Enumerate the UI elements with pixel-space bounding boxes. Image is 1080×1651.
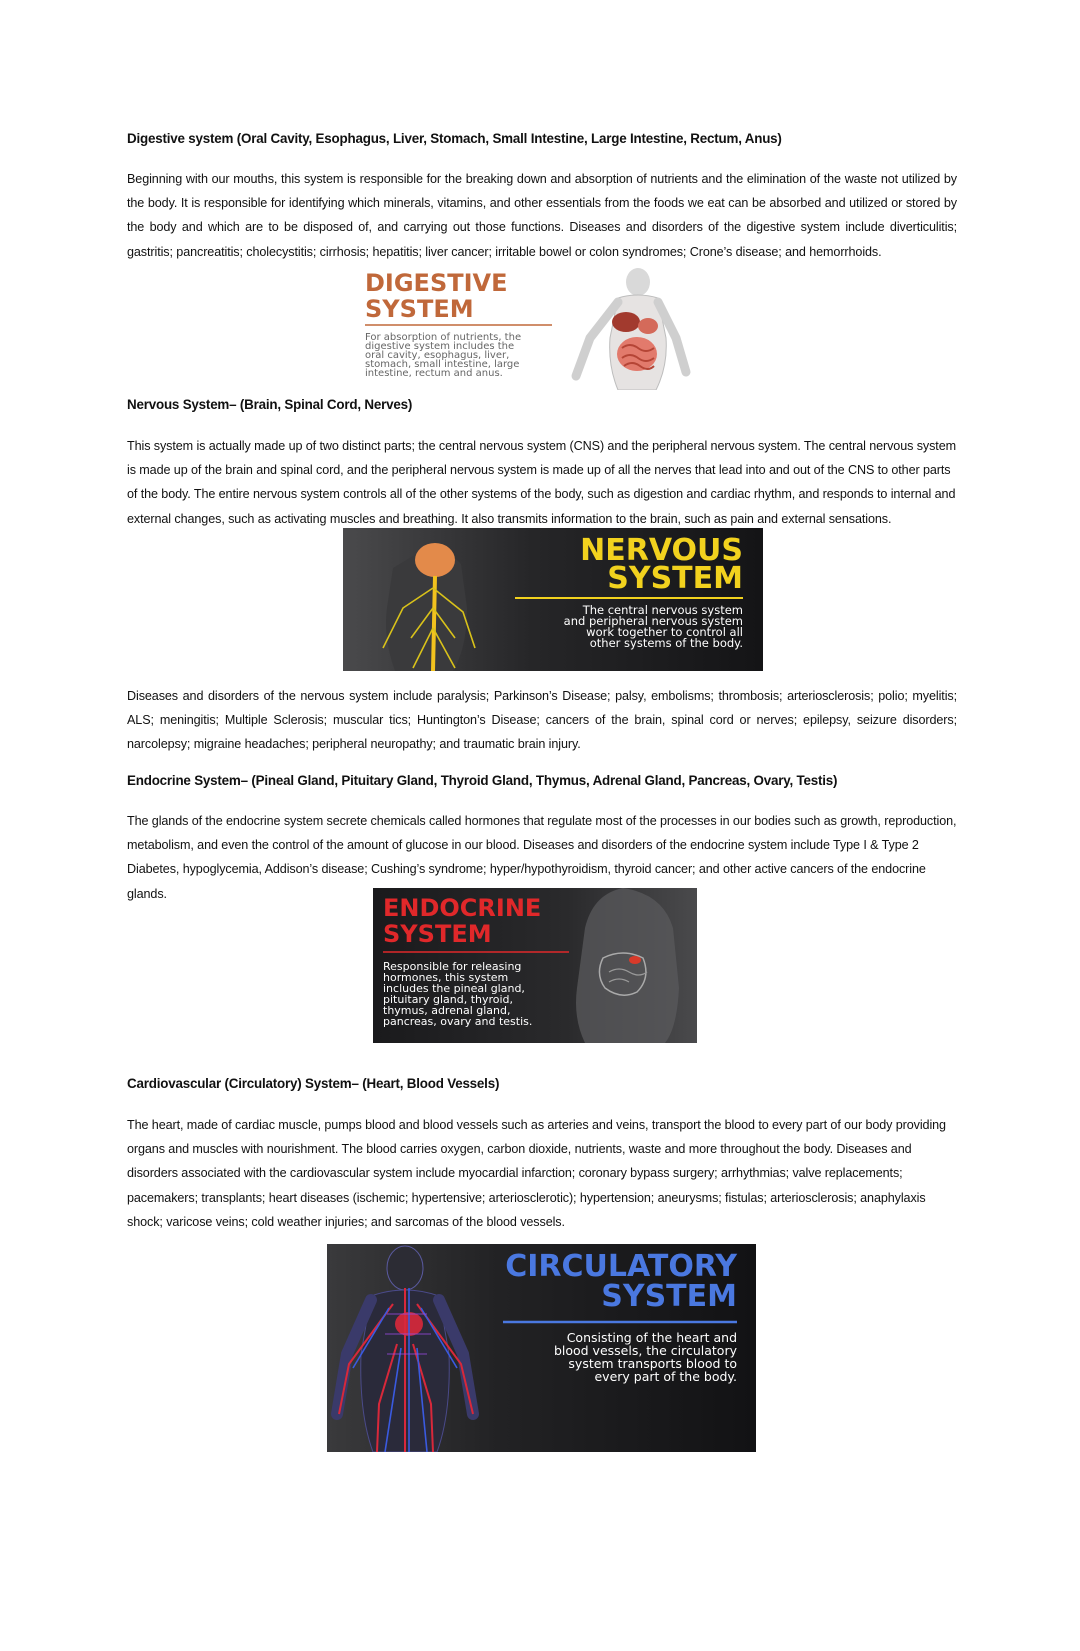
banner-title-line1: DIGESTIVE	[365, 269, 508, 297]
banner-caption-line: Responsible for releasing	[383, 960, 522, 973]
nervous-system-banner	[343, 528, 763, 671]
banner-caption-line: Consisting of the heart and	[566, 1330, 737, 1345]
banner-title-line1: NERVOUS	[580, 533, 743, 568]
section-paragraph-cardiovascular: The heart, made of cardiac muscle, pumps blood and blood vessels such as arteries and veins, transport the blood to every part of our body providing organs and muscles with nourishment. The blood carries oxygen, carbon dioxide, nutrients, waste and more throughout the body. Diseases and disorders associated with the cardiovascular system include myocardial infarction; coronary bypass surgery; arrhythmias; valve replacements; pacemakers; transplants; heart diseases (ischemic; hypertensive; arteriosclerotic); hypertension; aneurysms; fistulas; arteriosclerosis; anaphylaxis shock; varicose veins; cold weather injuries; and sarcomas of the blood vessels.	[127, 1118, 946, 1229]
banner-title-line2: SYSTEM	[607, 561, 743, 596]
section-paragraph-nervous: This system is actually made up of two distinct parts; the central nervous system (CNS) and the peripheral nervous system. The central nervous system is made up of the brain and spinal cord, and the peripheral nervous system is made up of all the nerves that lead into and out of the CNS to other parts of the body. The entire nervous system controls all of the other systems of the body, such as digestion and cardiac rhythm, and responds to internal and external changes, such as activating muscles and breathing. It also transmits information to the brain, such as pain and external sensations.	[127, 439, 956, 526]
banner-caption-line: digestive system includes the	[365, 341, 515, 352]
section-heading-endocrine: Endocrine System– (Pineal Gland, Pituitary Gland, Thyroid Gland, Thymus, Adrenal Gland, Pancreas, Ovary, Testis)	[127, 773, 838, 788]
banner-caption-line: The central nervous system	[582, 603, 743, 617]
banner-title-line2: SYSTEM	[365, 295, 474, 323]
digestive-system-banner	[356, 268, 712, 390]
banner-caption-line: oral cavity, esophagus, liver,	[365, 350, 510, 361]
banner-caption-line: hormones, this system	[383, 971, 509, 984]
banner-caption-line: pituitary gland, thyroid,	[383, 993, 514, 1006]
endocrine-system-banner	[373, 888, 697, 1043]
banner-caption-line: thymus, adrenal gland,	[383, 1004, 511, 1017]
banner-caption-line: pancreas, ovary and testis.	[383, 1015, 533, 1028]
banner-caption-line: blood vessels, the circulatory	[553, 1343, 737, 1358]
section-paragraph-nervous-diseases: Diseases and disorders of the nervous system include paralysis; Parkinson’s Disease; palsy, embolisms; thrombosis; arteriosclerosis; polio; myelitis; ALS; meningitis; Multiple Sclerosis; muscular tics; Huntington’s Disease; cancers of the brain, spinal cord or nerves; epilepsy, seizure disorders; narcolepsy; migraine headaches; peripheral neuropathy; and traumatic brain injury.	[127, 689, 957, 752]
section-paragraph-endocrine: The glands of the endocrine system secrete chemicals called hormones that regulate most of the processes in our bodies such as growth, reproduction, metabolism, and even the control of the amount of glucose in our blood. Diseases and disorders of the endocrine system include Type I & Type 2 Diabetes, hypoglycemia, Addison’s disease; Cushing’s syndrome; hyper/hypothyroidism, thyroid cancer; and other active cancers of the endocrine glands.	[127, 814, 957, 901]
endocrine-anatomy-figure	[576, 888, 679, 1043]
banner-title-line2: SYSTEM	[383, 920, 492, 948]
banner-title-line2: SYSTEM	[601, 1279, 737, 1314]
section-paragraph-digestive: Beginning with our mouths, this system is responsible for the breaking down and absorption of nutrients and the elimination of the waste not utilized by the body. It is responsible for identifying which minerals, vitamins, and other essentials from the foods we eat can be absorbed and utilized or stored by the body and which are to be disposed of, and carrying out those functions. Diseases and disorders of the digestive system include diverticulitis; gastritis; pancreatitis; cholecystitis; cirrhosis; hepatitis; liver cancer; irritable bowel or colon syndromes; Crone’s disease; and hemorrhoids.	[127, 172, 957, 259]
section-heading-cardiovascular: Cardiovascular (Circulatory) System– (Heart, Blood Vessels)	[127, 1076, 500, 1091]
banner-caption-line: other systems of the body.	[589, 636, 743, 650]
banner-title-line1: ENDOCRINE	[383, 894, 542, 922]
section-heading-nervous: Nervous System– (Brain, Spinal Cord, Nerves)	[127, 397, 413, 412]
banner-caption-line: includes the pineal gland,	[383, 982, 525, 995]
banner-caption-line: every part of the body.	[594, 1369, 737, 1384]
banner-title-line1: CIRCULATORY	[505, 1249, 737, 1284]
circulatory-system-banner	[327, 1244, 756, 1452]
banner-caption-line: work together to control all	[586, 625, 743, 639]
banner-caption-line: system transports blood to	[568, 1356, 737, 1371]
banner-caption-line: and peripheral nervous system	[563, 614, 743, 628]
section-heading-digestive: Digestive system (Oral Cavity, Esophagus, Liver, Stomach, Small Intestine, Large Intestine, Rectum, Anus)	[127, 131, 782, 146]
banner-caption-line: stomach, small intestine, large	[365, 359, 520, 370]
banner-caption-line: For absorption of nutrients, the	[365, 332, 522, 343]
banner-caption-line: intestine, rectum and anus.	[365, 368, 503, 379]
